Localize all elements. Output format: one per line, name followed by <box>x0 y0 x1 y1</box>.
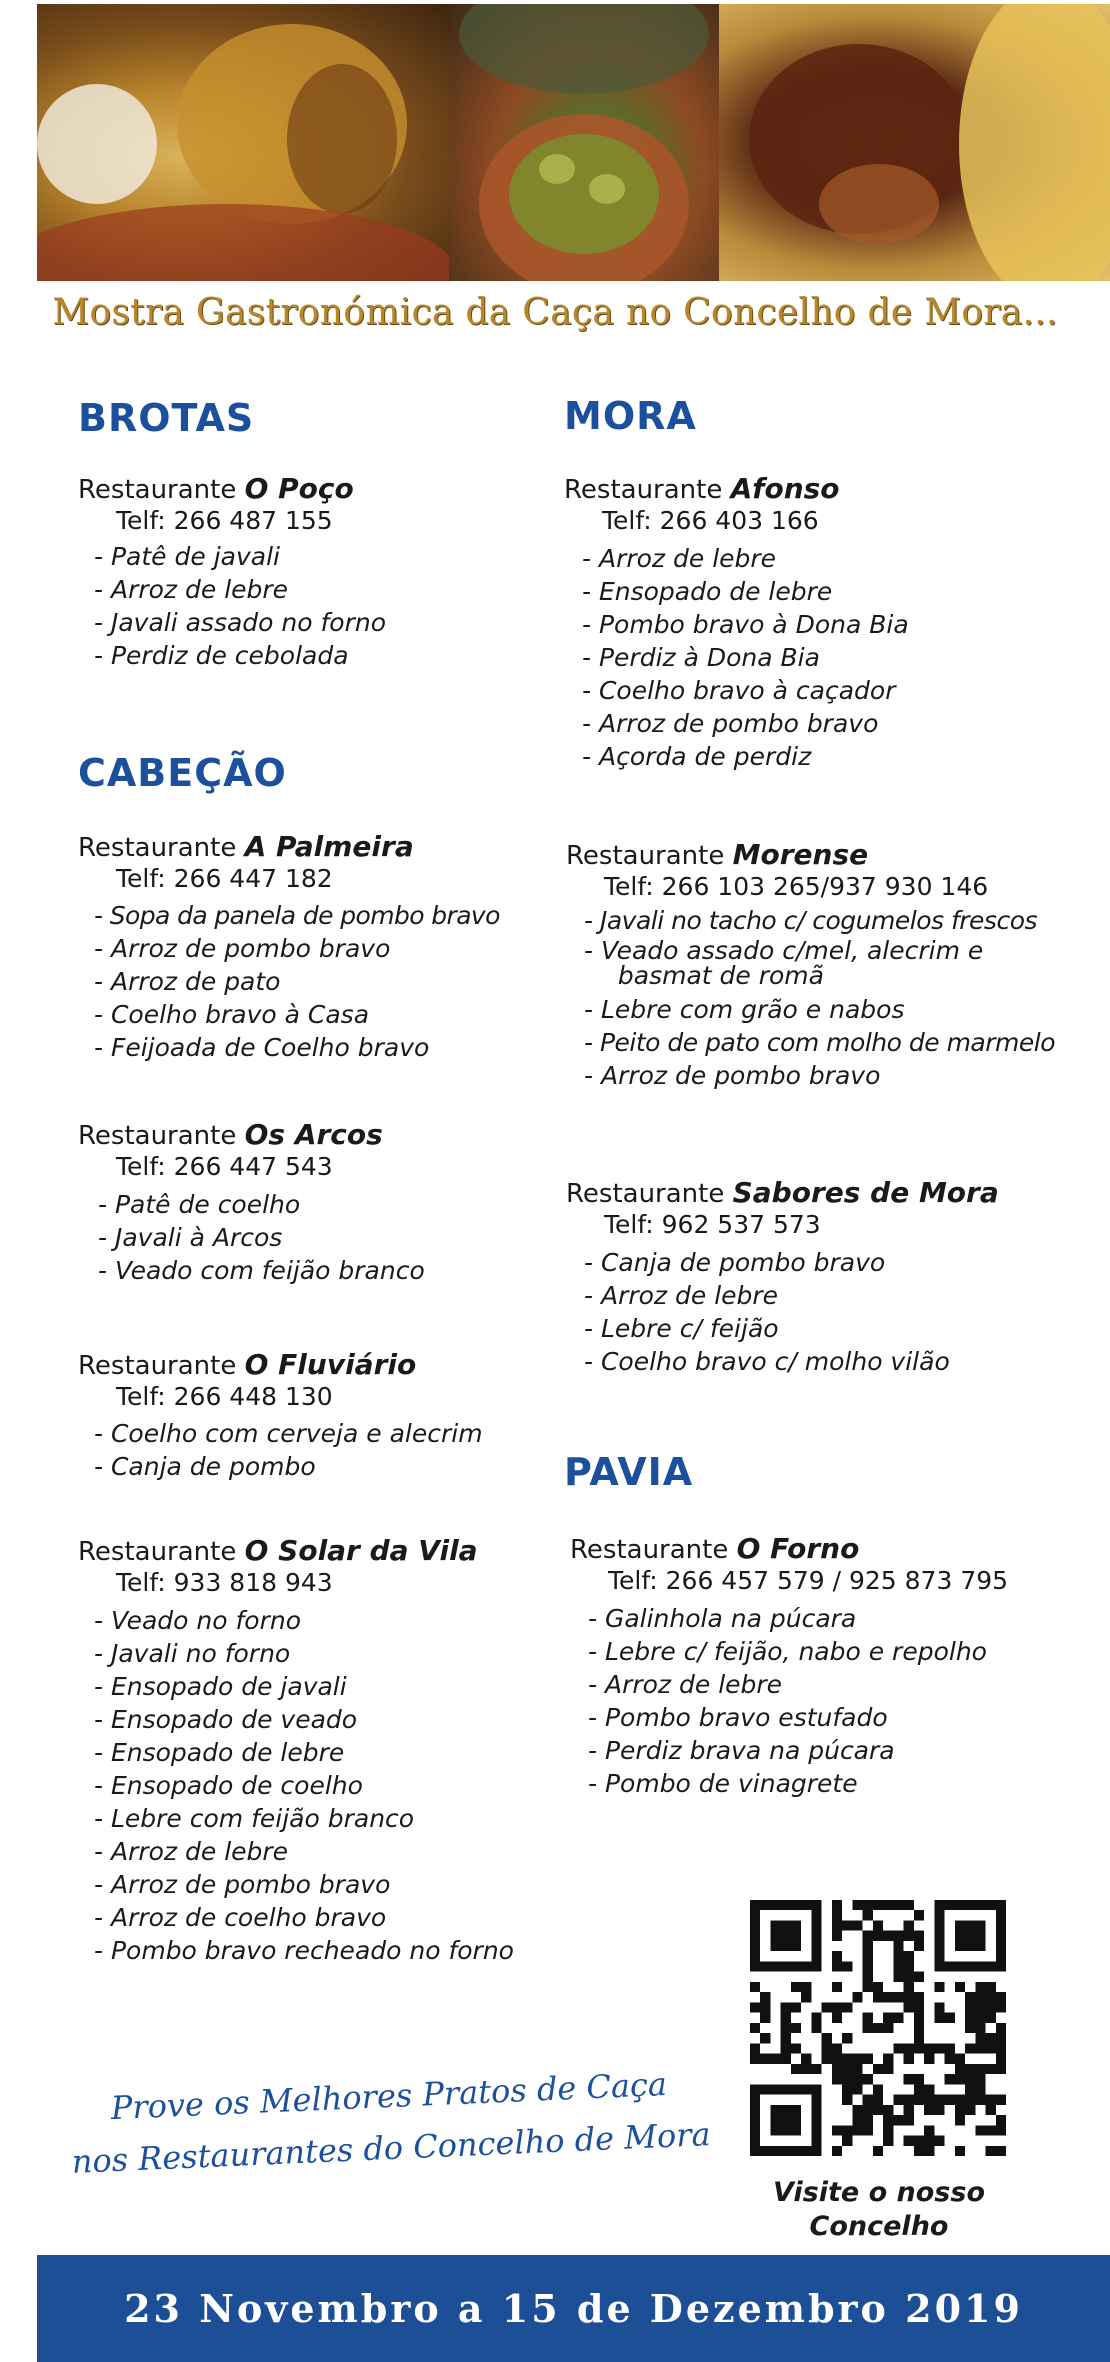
restaurant-morense: Restaurante Morense <box>566 838 869 871</box>
list-item: - Arroz de lebre <box>582 544 777 573</box>
list-item: - Arroz de lebre <box>588 1670 783 1699</box>
town-heading-mora: MORA <box>564 394 697 438</box>
list-item: - Javali à Arcos <box>98 1223 283 1252</box>
list-item: - Canja de pombo bravo <box>584 1248 886 1277</box>
list-item: - Ensopado de coelho <box>94 1771 363 1800</box>
list-item: - Ensopado de lebre <box>94 1738 345 1767</box>
food-photo-middle <box>449 4 719 281</box>
list-item: - Perdiz à Dona Bia <box>582 643 820 672</box>
restaurant-a-palmeira: Restaurante A Palmeira <box>78 830 414 863</box>
list-item: - Veado assado c/mel, alecrim e <box>584 936 984 965</box>
list-item: - Açorda de perdiz <box>582 742 812 771</box>
telf-o-solar-da-vila: Telf: 933 818 943 <box>116 1568 333 1597</box>
list-item: - Veado com feijão branco <box>98 1256 425 1285</box>
list-item: - Perdiz de cebolada <box>94 641 349 670</box>
restaurant-o-forno: Restaurante O Forno <box>570 1532 860 1565</box>
list-item: - Galinhola na púcara <box>588 1604 857 1633</box>
list-item: - Pombo bravo estufado <box>588 1703 888 1732</box>
list-item: - Arroz de pombo bravo <box>582 709 879 738</box>
dish-list-o-solar-da-vila <box>94 1604 514 1967</box>
list-item: - Sopa da panela de pombo bravo <box>94 901 500 930</box>
list-item: - Arroz de pombo bravo <box>584 1061 881 1090</box>
qr-code-icon[interactable] <box>750 1900 1006 2156</box>
list-item: - Coelho bravo à Casa <box>94 1000 370 1029</box>
telf-o-fluviario: Telf: 266 448 130 <box>116 1382 333 1411</box>
list-item: - Coelho com cerveja e alecrim <box>94 1419 483 1448</box>
qr-caption-line-2: Concelho <box>809 2211 949 2242</box>
slogan-line-1: Prove os Melhores Pratos de Caça <box>110 2064 668 2128</box>
list-item: - Pombo de vinagrete <box>588 1769 858 1798</box>
list-item: - Javali no forno <box>94 1639 291 1668</box>
restaurant-o-fluviario: Restaurante O Fluviário <box>78 1348 417 1381</box>
slogan-line-2: nos Restaurantes do Concelho de Mora <box>70 2115 712 2181</box>
dish-list-a-palmeira <box>94 899 500 1064</box>
list-item: - Lebre com feijão branco <box>94 1804 415 1833</box>
list-item: - Javali assado no forno <box>94 608 387 637</box>
list-item: - Lebre c/ feijão <box>584 1314 779 1343</box>
list-item: - Pombo bravo à Dona Bia <box>582 610 909 639</box>
dates-text: 23 Novembro a 15 de Dezembro 2019 <box>124 2286 1023 2331</box>
telf-o-forno: Telf: 266 457 579 / 925 873 795 <box>608 1566 1009 1595</box>
list-item: - Feijoada de Coelho bravo <box>94 1033 430 1062</box>
telf-morense: Telf: 266 103 265/937 930 146 <box>604 872 989 901</box>
telf-os-arcos: Telf: 266 447 543 <box>116 1152 333 1181</box>
list-item: - Veado no forno <box>94 1606 302 1635</box>
qr-caption-line-1: Visite o nosso <box>772 2177 986 2208</box>
list-item: - Arroz de pombo bravo <box>94 1870 391 1899</box>
list-item: - Patê de javali <box>94 542 280 571</box>
restaurant-afonso: Restaurante Afonso <box>564 472 840 505</box>
list-item: - Canja de pombo <box>94 1452 316 1481</box>
list-item: - Javali no tacho c/ cogumelos frescos <box>584 906 1038 935</box>
dish-list-o-poco <box>94 540 386 672</box>
list-item: - Arroz de lebre <box>584 1281 779 1310</box>
dish-list-afonso <box>582 542 909 773</box>
restaurant-o-solar-da-vila: Restaurante O Solar da Vila <box>78 1534 478 1567</box>
dish-list-sabores-de-mora <box>584 1246 950 1378</box>
list-item: - Lebre c/ feijão, nabo e repolho <box>588 1637 987 1666</box>
list-item: - Arroz de lebre <box>94 1837 289 1866</box>
list-item: - Arroz de coelho bravo <box>94 1903 387 1932</box>
town-heading-cabecao: CABEÇÃO <box>78 751 287 795</box>
town-heading-pavia: PAVIA <box>564 1450 694 1494</box>
qr-caption <box>762 2176 996 2244</box>
slogan <box>68 2056 712 2188</box>
town-heading-brotas: BROTAS <box>78 396 255 440</box>
list-item: - Pombo bravo recheado no forno <box>94 1936 514 1965</box>
dish-list-o-fluviario <box>94 1417 483 1483</box>
dish-list-morense <box>584 904 1055 1092</box>
list-item: - Arroz de lebre <box>94 575 289 604</box>
list-item: - Lebre com grão e nabos <box>584 995 905 1024</box>
food-photo-left <box>37 4 449 281</box>
list-item: - Perdiz brava na púcara <box>588 1736 895 1765</box>
telf-sabores-de-mora: Telf: 962 537 573 <box>604 1210 821 1239</box>
list-item: - Arroz de pombo bravo <box>94 934 391 963</box>
dish-list-o-forno <box>588 1602 987 1800</box>
hero-photo-strip <box>37 4 1110 281</box>
food-photo-right <box>719 4 1110 281</box>
list-item: - Patê de coelho <box>98 1190 301 1219</box>
list-item: - Coelho bravo c/ molho vilão <box>584 1347 950 1376</box>
list-item: - Ensopado de lebre <box>582 577 833 606</box>
dates-banner <box>37 2255 1110 2362</box>
restaurant-o-poco: Restaurante O Poço <box>78 472 354 505</box>
telf-o-poco: Telf: 266 487 155 <box>116 506 333 535</box>
list-item: - Ensopado de veado <box>94 1705 358 1734</box>
list-item: basmat de romã <box>602 961 824 990</box>
telf-a-palmeira: Telf: 266 447 182 <box>116 864 333 893</box>
dish-list-os-arcos <box>98 1188 425 1287</box>
restaurant-sabores-de-mora: Restaurante Sabores de Mora <box>566 1176 999 1209</box>
page-title: Mostra Gastronómica da Caça no Concelho de Mora... <box>52 292 1058 333</box>
telf-afonso: Telf: 266 403 166 <box>602 506 819 535</box>
list-item: - Arroz de pato <box>94 967 281 996</box>
list-item: - Ensopado de javali <box>94 1672 347 1701</box>
list-item: - Coelho bravo à caçador <box>582 676 896 705</box>
list-item: - Peito de pato com molho de marmelo <box>584 1028 1055 1057</box>
restaurant-os-arcos: Restaurante Os Arcos <box>78 1118 383 1151</box>
